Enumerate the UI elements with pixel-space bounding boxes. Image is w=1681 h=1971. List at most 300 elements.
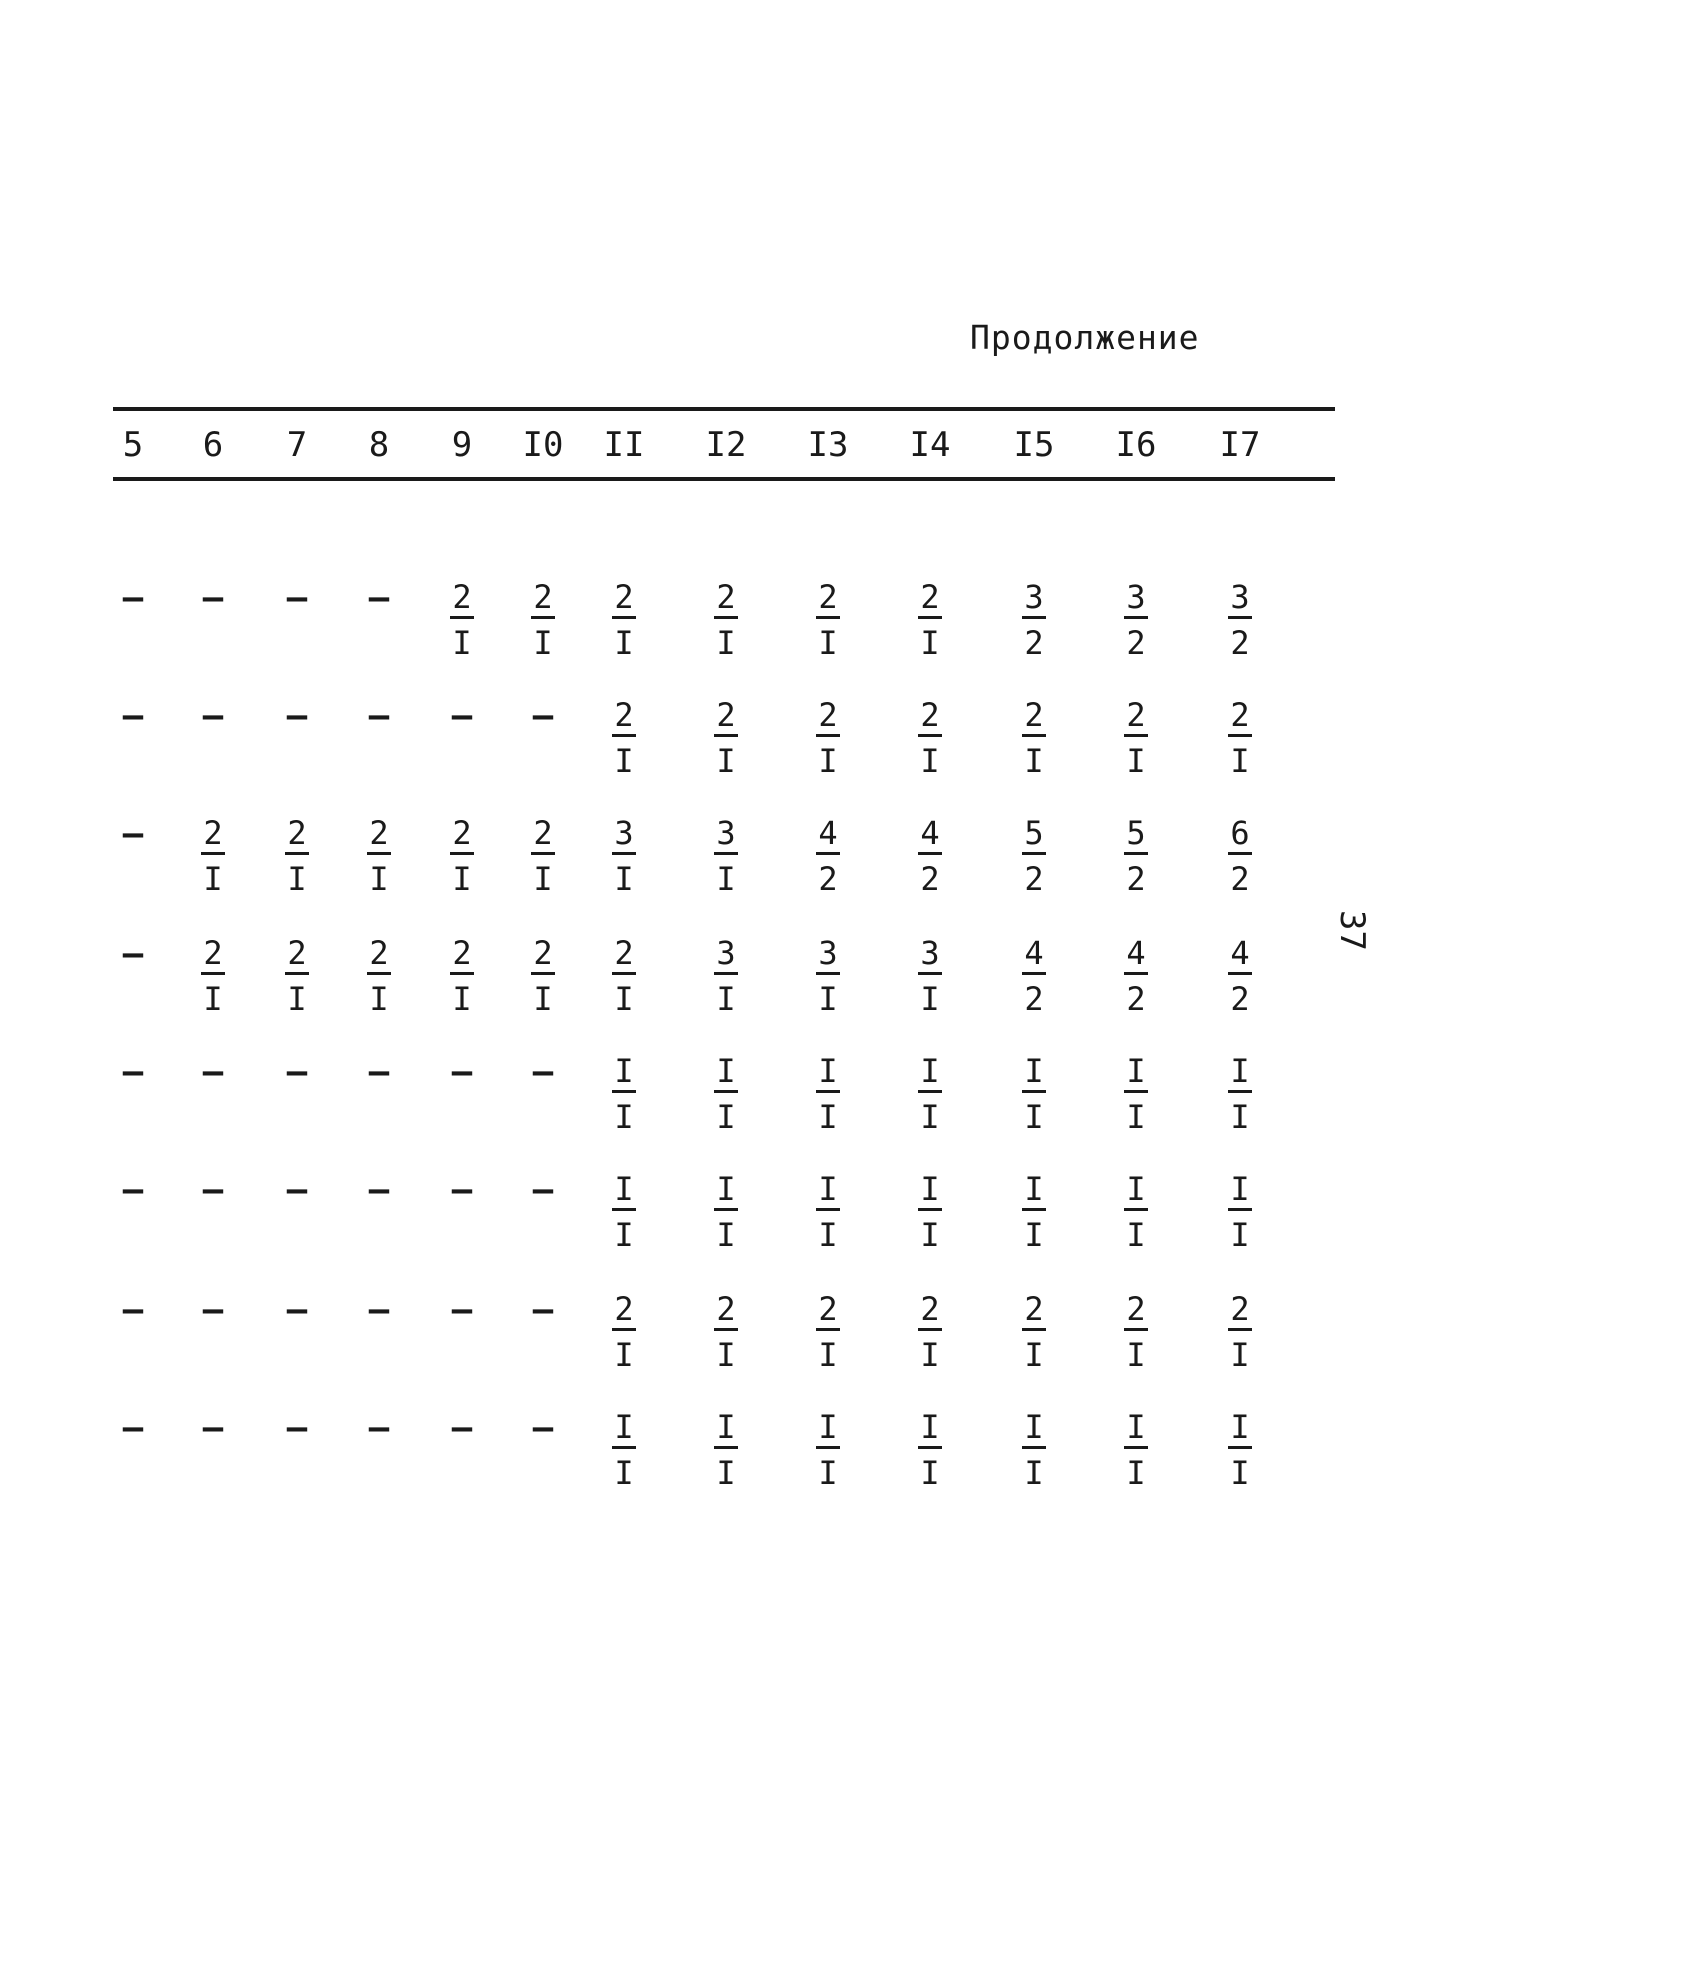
fraction-numerator: I <box>612 1052 635 1093</box>
table-cell <box>257 1408 337 1448</box>
table-cell <box>584 1052 664 1137</box>
fraction-value <box>1022 1408 1045 1493</box>
table-cell <box>584 1170 664 1255</box>
fraction-denominator: I <box>920 1216 940 1254</box>
fraction-numerator: I <box>714 1408 737 1449</box>
fraction-denominator: I <box>1024 1454 1044 1492</box>
fraction-value <box>1022 934 1045 1019</box>
fraction-value <box>816 1052 839 1137</box>
fraction-numerator: 2 <box>1228 696 1251 737</box>
fraction-numerator: 2 <box>1022 696 1045 737</box>
table-cell <box>173 814 253 899</box>
fraction-numerator: 4 <box>1124 934 1147 975</box>
column-header: 5 <box>122 425 144 465</box>
fraction-denominator: I <box>533 860 553 898</box>
table-cell <box>890 1170 970 1255</box>
table-cell <box>503 696 583 736</box>
table-cell <box>1200 1408 1280 1493</box>
fraction-numerator: I <box>612 1408 635 1449</box>
table-cell <box>584 578 664 663</box>
fraction-value <box>714 1408 737 1493</box>
fraction-denominator: I <box>716 742 736 780</box>
fraction-denominator: I <box>452 860 472 898</box>
fraction-denominator: I <box>533 624 553 662</box>
table-cell <box>1200 1290 1280 1375</box>
table-row <box>0 578 1681 678</box>
table-row <box>0 1170 1681 1270</box>
header-bottom-rule <box>113 477 1335 481</box>
empty-value-dash: – <box>122 814 144 854</box>
table-cell <box>788 578 868 663</box>
fraction-denominator: I <box>1126 1336 1146 1374</box>
fraction-numerator: 2 <box>367 814 390 855</box>
table-cell <box>503 1290 583 1330</box>
table-cell <box>584 1290 664 1375</box>
fraction-numerator: 2 <box>201 934 224 975</box>
fraction-denominator: I <box>818 1216 838 1254</box>
table-cell <box>1096 814 1176 899</box>
fraction-value <box>714 1170 737 1255</box>
fraction-denominator: I <box>1024 1216 1044 1254</box>
fraction-numerator: 2 <box>1022 1290 1045 1331</box>
table-cell <box>503 814 583 899</box>
empty-value-dash: – <box>451 1290 473 1330</box>
fraction-numerator: 2 <box>612 696 635 737</box>
empty-value-dash: – <box>368 1052 390 1092</box>
empty-value-dash: – <box>122 934 144 974</box>
table-cell <box>1200 1052 1280 1137</box>
table-cell <box>93 1170 173 1210</box>
fraction-value <box>1228 1052 1251 1137</box>
fraction-value <box>816 578 839 663</box>
fraction-denominator: I <box>1126 1098 1146 1136</box>
fraction-value <box>1228 1408 1251 1493</box>
table-cell <box>994 1170 1074 1255</box>
fraction-numerator: I <box>714 1170 737 1211</box>
empty-value-dash: – <box>286 578 308 618</box>
fraction-value <box>450 814 473 899</box>
fraction-value <box>1228 578 1251 663</box>
table-cell <box>994 1052 1074 1137</box>
fraction-value <box>816 1290 839 1375</box>
empty-value-dash: – <box>122 1170 144 1210</box>
fraction-numerator: 4 <box>918 814 941 855</box>
fraction-denominator: I <box>614 980 634 1018</box>
table-row <box>0 1290 1681 1390</box>
fraction-value <box>612 1290 635 1375</box>
fraction-denominator: I <box>203 980 223 1018</box>
table-cell <box>1096 1290 1176 1375</box>
table-cell <box>93 1052 173 1092</box>
fraction-value <box>918 1052 941 1137</box>
table-cell <box>422 578 502 663</box>
table-cell <box>93 814 173 854</box>
empty-value-dash: – <box>202 1408 224 1448</box>
fraction-denominator: I <box>1024 1098 1044 1136</box>
table-cell <box>339 578 419 618</box>
fraction-denominator: 2 <box>1024 980 1044 1018</box>
column-header: I0 <box>522 425 564 465</box>
fraction-numerator: 2 <box>531 934 554 975</box>
fraction-numerator: I <box>918 1052 941 1093</box>
table-cell <box>890 1052 970 1137</box>
fraction-denominator: I <box>614 742 634 780</box>
fraction-numerator: 2 <box>1124 1290 1147 1331</box>
fraction-value <box>201 934 224 1019</box>
table-cell <box>503 1408 583 1448</box>
fraction-numerator: I <box>816 1052 839 1093</box>
fraction-denominator: 2 <box>1126 980 1146 1018</box>
fraction-denominator: I <box>716 1454 736 1492</box>
empty-value-dash: – <box>286 696 308 736</box>
table-cell <box>422 934 502 1019</box>
fraction-denominator: I <box>716 624 736 662</box>
fraction-numerator: I <box>1022 1052 1045 1093</box>
fraction-numerator: 2 <box>816 578 839 619</box>
table-cell <box>686 934 766 1019</box>
table-row <box>0 696 1681 796</box>
fraction-numerator: I <box>918 1408 941 1449</box>
fraction-numerator: 2 <box>612 578 635 619</box>
fraction-value <box>1228 1170 1251 1255</box>
empty-value-dash: – <box>451 1408 473 1448</box>
fraction-denominator: I <box>1230 1454 1250 1492</box>
table-cell <box>686 578 766 663</box>
table-cell <box>1096 1408 1176 1493</box>
fraction-value <box>1124 1052 1147 1137</box>
fraction-numerator: 2 <box>450 814 473 855</box>
empty-value-dash: – <box>368 696 390 736</box>
empty-value-dash: – <box>202 578 224 618</box>
table-cell <box>788 696 868 781</box>
fraction-numerator: 2 <box>450 934 473 975</box>
header-top-rule <box>113 407 1335 411</box>
table-caption: Продолжение <box>970 318 1200 357</box>
fraction-denominator: 2 <box>1230 860 1250 898</box>
fraction-denominator: I <box>818 1098 838 1136</box>
fraction-numerator: 4 <box>816 814 839 855</box>
fraction-denominator: I <box>920 742 940 780</box>
fraction-numerator: I <box>1124 1408 1147 1449</box>
table-cell <box>994 1290 1074 1375</box>
table-cell <box>503 934 583 1019</box>
table-row <box>0 814 1681 914</box>
fraction-numerator: 3 <box>1124 578 1147 619</box>
fraction-numerator: 5 <box>1124 814 1147 855</box>
fraction-denominator: I <box>1024 1336 1044 1374</box>
fraction-numerator: I <box>1022 1170 1045 1211</box>
table-cell <box>173 934 253 1019</box>
table-cell <box>257 1170 337 1210</box>
empty-value-dash: – <box>202 1290 224 1330</box>
column-header: I4 <box>909 425 951 465</box>
fraction-denominator: I <box>614 1216 634 1254</box>
table-cell <box>93 696 173 736</box>
fraction-value <box>918 696 941 781</box>
fraction-value <box>1124 1408 1147 1493</box>
fraction-denominator: I <box>716 980 736 1018</box>
table-cell <box>584 814 664 899</box>
table-row <box>0 934 1681 1034</box>
table-cell <box>93 1290 173 1330</box>
table-cell <box>686 814 766 899</box>
fraction-value <box>367 814 390 899</box>
fraction-denominator: I <box>920 1454 940 1492</box>
fraction-value <box>816 1170 839 1255</box>
table-cell <box>257 1052 337 1092</box>
fraction-value <box>612 696 635 781</box>
fraction-denominator: I <box>1126 1216 1146 1254</box>
fraction-value <box>816 696 839 781</box>
table-cell <box>339 1052 419 1092</box>
fraction-numerator: 2 <box>531 814 554 855</box>
table-cell <box>1096 696 1176 781</box>
column-header: I6 <box>1115 425 1157 465</box>
fraction-numerator: 3 <box>714 934 737 975</box>
fraction-numerator: I <box>1124 1170 1147 1211</box>
column-header: 6 <box>202 425 224 465</box>
fraction-value <box>714 1290 737 1375</box>
fraction-numerator: I <box>1022 1408 1045 1449</box>
table-cell <box>422 814 502 899</box>
fraction-numerator: 4 <box>1022 934 1045 975</box>
empty-value-dash: – <box>286 1052 308 1092</box>
empty-value-dash: – <box>368 1170 390 1210</box>
fraction-denominator: I <box>716 1216 736 1254</box>
fraction-value <box>450 578 473 663</box>
fraction-numerator: I <box>1228 1408 1251 1449</box>
empty-value-dash: – <box>368 1290 390 1330</box>
fraction-value <box>714 1052 737 1137</box>
fraction-numerator: 3 <box>1228 578 1251 619</box>
fraction-numerator: I <box>816 1408 839 1449</box>
fraction-value <box>612 1408 635 1493</box>
empty-value-dash: – <box>122 1290 144 1330</box>
fraction-value <box>531 814 554 899</box>
fraction-denominator: I <box>920 1098 940 1136</box>
fraction-denominator: I <box>614 1336 634 1374</box>
fraction-numerator: 3 <box>1022 578 1045 619</box>
fraction-value <box>201 814 224 899</box>
table-cell <box>257 696 337 736</box>
fraction-numerator: 2 <box>816 696 839 737</box>
fraction-denominator: I <box>920 1336 940 1374</box>
table-cell <box>994 1408 1074 1493</box>
fraction-denominator: 2 <box>818 860 838 898</box>
fraction-denominator: I <box>1126 742 1146 780</box>
fraction-denominator: I <box>369 980 389 1018</box>
fraction-denominator: I <box>452 624 472 662</box>
fraction-denominator: I <box>1230 1216 1250 1254</box>
fraction-value <box>1022 1290 1045 1375</box>
empty-value-dash: – <box>532 1290 554 1330</box>
empty-value-dash: – <box>122 578 144 618</box>
table-cell <box>788 1290 868 1375</box>
table-cell <box>1096 1170 1176 1255</box>
fraction-numerator: 2 <box>450 578 473 619</box>
fraction-denominator: 2 <box>1230 980 1250 1018</box>
empty-value-dash: – <box>286 1290 308 1330</box>
table-cell <box>173 696 253 736</box>
fraction-value <box>531 578 554 663</box>
fraction-denominator: I <box>1230 1336 1250 1374</box>
fraction-numerator: 2 <box>1124 696 1147 737</box>
fraction-denominator: I <box>818 742 838 780</box>
fraction-denominator: I <box>614 1454 634 1492</box>
empty-value-dash: – <box>122 696 144 736</box>
fraction-value <box>1124 578 1147 663</box>
fraction-numerator: 2 <box>714 578 737 619</box>
table-cell <box>503 578 583 663</box>
table-cell <box>422 1290 502 1330</box>
table-cell <box>788 1052 868 1137</box>
fraction-numerator: 3 <box>816 934 839 975</box>
table-cell <box>1200 1170 1280 1255</box>
fraction-value <box>285 814 308 899</box>
fraction-value <box>714 934 737 1019</box>
fraction-value <box>918 1170 941 1255</box>
fraction-value <box>816 1408 839 1493</box>
fraction-value <box>531 934 554 1019</box>
fraction-value <box>450 934 473 1019</box>
fraction-denominator: 2 <box>1230 624 1250 662</box>
table-cell <box>1200 814 1280 899</box>
page-number: 37 <box>1332 910 1372 951</box>
fraction-numerator: 3 <box>918 934 941 975</box>
empty-value-dash: – <box>202 696 224 736</box>
table-cell <box>994 934 1074 1019</box>
fraction-denominator: I <box>1126 1454 1146 1492</box>
table-cell <box>422 696 502 736</box>
table-cell <box>422 1408 502 1448</box>
fraction-value <box>918 578 941 663</box>
table-cell <box>890 578 970 663</box>
empty-value-dash: – <box>451 696 473 736</box>
empty-value-dash: – <box>532 1408 554 1448</box>
table-cell <box>686 1170 766 1255</box>
table-cell <box>686 1052 766 1137</box>
empty-value-dash: – <box>202 1052 224 1092</box>
fraction-value <box>1124 814 1147 899</box>
fraction-value <box>1228 934 1251 1019</box>
fraction-numerator: 3 <box>714 814 737 855</box>
fraction-value <box>612 934 635 1019</box>
fraction-numerator: 2 <box>918 1290 941 1331</box>
table-cell <box>788 1408 868 1493</box>
fraction-numerator: 4 <box>1228 934 1251 975</box>
table-cell <box>93 1408 173 1448</box>
fraction-numerator: 2 <box>612 1290 635 1331</box>
fraction-denominator: I <box>533 980 553 1018</box>
column-header: I5 <box>1013 425 1055 465</box>
fraction-denominator: I <box>920 624 940 662</box>
table-cell <box>788 934 868 1019</box>
fraction-numerator: 2 <box>918 696 941 737</box>
table-cell <box>584 934 664 1019</box>
fraction-value <box>714 696 737 781</box>
fraction-numerator: 6 <box>1228 814 1251 855</box>
fraction-value <box>1124 1170 1147 1255</box>
fraction-numerator: I <box>1228 1170 1251 1211</box>
table-cell <box>339 696 419 736</box>
table-cell <box>257 578 337 618</box>
fraction-numerator: 2 <box>285 814 308 855</box>
table-cell <box>994 814 1074 899</box>
fraction-denominator: I <box>818 1454 838 1492</box>
fraction-numerator: 2 <box>714 696 737 737</box>
fraction-numerator: 2 <box>1228 1290 1251 1331</box>
table-cell <box>994 696 1074 781</box>
table-cell <box>339 1170 419 1210</box>
fraction-numerator: 2 <box>612 934 635 975</box>
fraction-numerator: 2 <box>714 1290 737 1331</box>
fraction-numerator: 2 <box>367 934 390 975</box>
table-cell <box>890 1408 970 1493</box>
fraction-denominator: 2 <box>1024 624 1044 662</box>
fraction-value <box>1022 1170 1045 1255</box>
table-cell <box>1096 934 1176 1019</box>
fraction-value <box>1124 696 1147 781</box>
table-cell <box>1096 578 1176 663</box>
fraction-value <box>714 814 737 899</box>
fraction-value <box>918 934 941 1019</box>
fraction-numerator: 2 <box>201 814 224 855</box>
fraction-denominator: 2 <box>1126 860 1146 898</box>
fraction-denominator: 2 <box>920 860 940 898</box>
fraction-numerator: 2 <box>285 934 308 975</box>
table-cell <box>890 696 970 781</box>
table-cell <box>257 934 337 1019</box>
table-cell <box>1200 934 1280 1019</box>
column-header: I3 <box>807 425 849 465</box>
empty-value-dash: – <box>202 1170 224 1210</box>
table-cell <box>1096 1052 1176 1137</box>
fraction-denominator: I <box>1230 1098 1250 1136</box>
table-cell <box>339 814 419 899</box>
fraction-numerator: I <box>1124 1052 1147 1093</box>
fraction-denominator: I <box>287 860 307 898</box>
fraction-value <box>367 934 390 1019</box>
column-header: I7 <box>1219 425 1261 465</box>
table-cell <box>93 934 173 974</box>
fraction-denominator: I <box>818 1336 838 1374</box>
fraction-numerator: I <box>714 1052 737 1093</box>
fraction-value <box>816 934 839 1019</box>
fraction-denominator: I <box>614 860 634 898</box>
empty-value-dash: – <box>532 1052 554 1092</box>
fraction-numerator: I <box>1228 1052 1251 1093</box>
table-row <box>0 1052 1681 1152</box>
fraction-denominator: I <box>452 980 472 1018</box>
empty-value-dash: – <box>532 696 554 736</box>
empty-value-dash: – <box>532 1170 554 1210</box>
table-cell <box>686 1290 766 1375</box>
fraction-denominator: I <box>1024 742 1044 780</box>
fraction-value <box>1022 1052 1045 1137</box>
fraction-value <box>816 814 839 899</box>
fraction-denominator: I <box>1230 742 1250 780</box>
table-cell <box>93 578 173 618</box>
fraction-denominator: 2 <box>1126 624 1146 662</box>
table-cell <box>173 1290 253 1330</box>
table-cell <box>686 1408 766 1493</box>
table-cell <box>422 1170 502 1210</box>
fraction-value <box>918 1290 941 1375</box>
empty-value-dash: – <box>368 1408 390 1448</box>
fraction-denominator: I <box>716 1098 736 1136</box>
table-cell <box>503 1052 583 1092</box>
fraction-denominator: I <box>920 980 940 1018</box>
